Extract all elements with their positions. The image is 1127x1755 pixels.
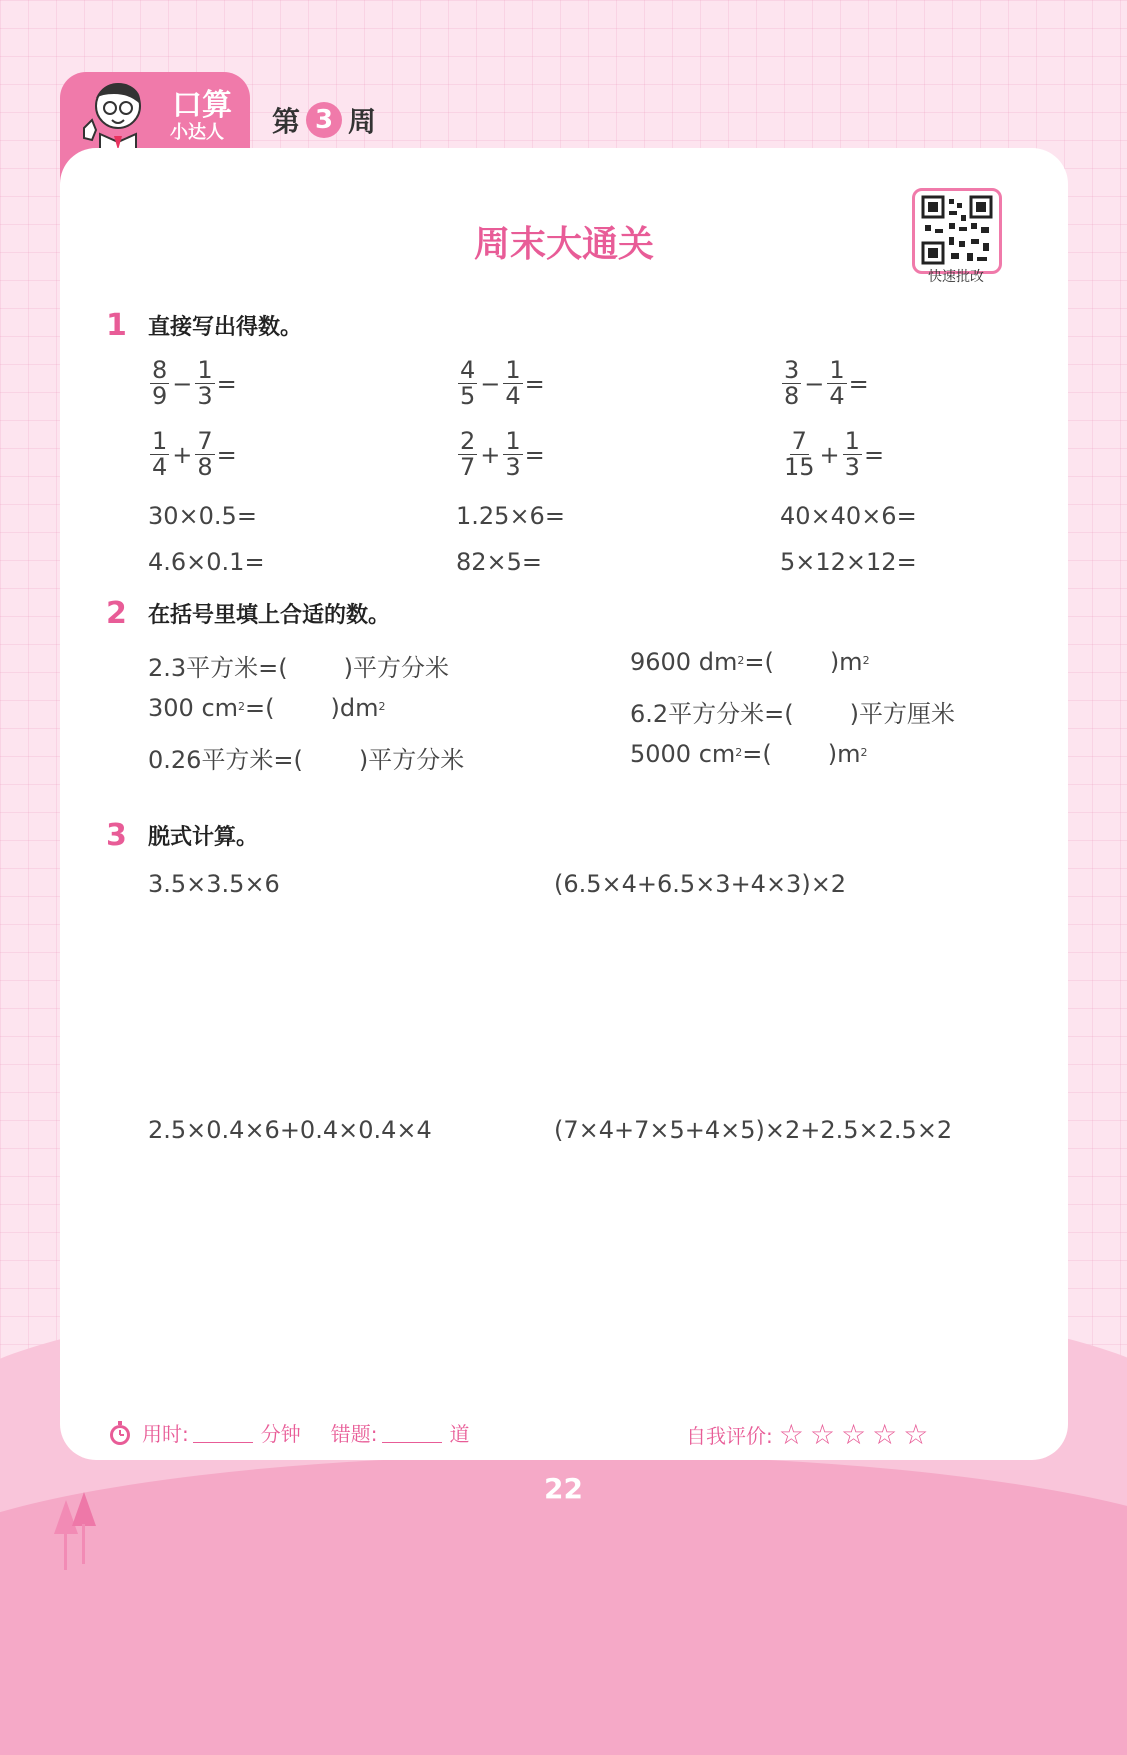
denominator: 7 <box>460 453 476 482</box>
numerator: 3 <box>784 356 800 384</box>
numerator: 1 <box>844 427 860 455</box>
numerator: 4 <box>460 356 476 384</box>
denominator: 3 <box>505 453 521 482</box>
denominator: 9 <box>152 382 168 411</box>
fraction <box>843 429 862 480</box>
denominator: 8 <box>784 382 800 411</box>
section-2-title: 在括号里填上合适的数。 <box>148 603 391 628</box>
denominator: 15 <box>784 453 815 482</box>
time-blank[interactable] <box>193 1422 253 1443</box>
time-unit: 分钟 <box>260 1422 301 1446</box>
item-text: 6.2平方分米=( <box>630 700 794 728</box>
item-text: =( <box>245 694 275 722</box>
denominator: 4 <box>152 453 168 482</box>
section-1-title: 直接写出得数。 <box>148 315 303 340</box>
fraction <box>782 358 801 409</box>
fill-blank-item <box>630 740 868 768</box>
fraction <box>150 358 169 409</box>
superscript: 2 <box>735 745 743 759</box>
page-number: 22 <box>544 1472 583 1505</box>
stopwatch-icon <box>106 1419 134 1447</box>
calculation-problem: (7×4+7×5+4×5)×2+2.5×2.5×2 <box>554 1116 953 1144</box>
tree-trunk <box>82 1524 85 1564</box>
fraction <box>150 429 169 480</box>
numerator: 1 <box>152 427 168 455</box>
fill-blank-item <box>148 694 385 722</box>
item-text: )m <box>829 648 863 676</box>
item-text: =( <box>742 740 772 768</box>
page-title: 周末大通关 <box>473 224 654 265</box>
superscript: 2 <box>862 653 870 667</box>
equals-sign: = <box>216 440 237 469</box>
fraction <box>458 429 477 480</box>
fraction <box>503 429 522 480</box>
numerator: 1 <box>505 356 521 384</box>
student-mascot-icon <box>70 76 148 156</box>
item-text: 5000 cm <box>630 740 736 768</box>
self-rating <box>686 1418 928 1451</box>
arithmetic-expression: 5×12×12= <box>780 548 917 576</box>
item-text: )平方分米 <box>343 654 450 682</box>
operator: + <box>172 440 193 469</box>
fraction <box>782 429 817 480</box>
badge-subtitle: 小达人 <box>170 122 224 143</box>
item-text: )平方厘米 <box>849 700 956 728</box>
star-icon[interactable]: ☆ <box>903 1418 929 1451</box>
superscript: 2 <box>238 699 246 713</box>
numerator: 1 <box>197 356 213 384</box>
fill-blank-item <box>630 694 955 729</box>
qr-caption: 快速批改 <box>928 269 984 285</box>
item-text: )平方分米 <box>358 746 465 774</box>
star-icon[interactable]: ☆ <box>872 1418 898 1451</box>
fraction <box>503 358 522 409</box>
time-label: 用时: <box>142 1422 189 1446</box>
star-icon[interactable]: ☆ <box>778 1418 804 1451</box>
week-suffix: 周 <box>348 105 377 138</box>
fill-blank-item <box>148 740 464 775</box>
fraction <box>195 358 214 409</box>
denominator: 3 <box>197 382 213 411</box>
timing-footer <box>106 1418 470 1447</box>
fraction-expression <box>780 429 884 480</box>
week-prefix: 第 <box>272 105 301 138</box>
equals-sign: = <box>216 369 237 398</box>
section-1-number: 1 <box>106 308 127 343</box>
item-text: 300 cm <box>148 694 239 722</box>
numerator: 2 <box>460 427 476 455</box>
arithmetic-expression: 30×0.5= <box>148 502 257 530</box>
arithmetic-expression: 82×5= <box>456 548 543 576</box>
worksheet-card <box>60 148 1068 1460</box>
equals-sign: = <box>848 369 869 398</box>
fraction <box>195 429 214 480</box>
numerator: 7 <box>791 427 807 455</box>
week-label <box>272 100 376 140</box>
superscript: 2 <box>378 699 386 713</box>
fill-blank-item <box>630 648 870 676</box>
item-text: 2.3平方米=( <box>148 654 288 682</box>
fraction-expression <box>456 429 545 480</box>
errors-label: 错题: <box>330 1422 378 1446</box>
denominator: 8 <box>197 453 213 482</box>
fraction-expression <box>148 358 237 409</box>
numerator: 7 <box>197 427 213 455</box>
calculation-problem: (6.5×4+6.5×3+4×3)×2 <box>554 870 847 898</box>
denominator: 4 <box>829 382 845 411</box>
numerator: 8 <box>152 356 168 384</box>
errors-unit: 道 <box>449 1422 470 1446</box>
arithmetic-expression: 40×40×6= <box>780 502 917 530</box>
fill-blank-item <box>148 648 449 683</box>
operator: − <box>172 369 193 398</box>
qr-code[interactable] <box>912 188 1002 274</box>
arithmetic-expression: 4.6×0.1= <box>148 548 265 576</box>
week-number: 3 <box>306 102 342 138</box>
item-text: 9600 dm <box>630 648 738 676</box>
operator: + <box>819 440 840 469</box>
operator: − <box>804 369 825 398</box>
equals-sign: = <box>524 369 545 398</box>
item-text: 0.26平方米=( <box>148 746 303 774</box>
arithmetic-expression: 1.25×6= <box>456 502 565 530</box>
calculation-problem: 2.5×0.4×6+0.4×0.4×4 <box>148 1116 432 1144</box>
operator: + <box>480 440 501 469</box>
fraction-expression <box>780 358 869 409</box>
qr-code-icon <box>915 191 999 271</box>
rating-label: 自我评价: <box>686 1424 773 1448</box>
superscript: 2 <box>860 745 868 759</box>
denominator: 5 <box>460 382 476 411</box>
section-3-title: 脱式计算。 <box>148 825 259 850</box>
badge-title: 口算 <box>172 88 232 123</box>
section-3-number: 3 <box>106 818 127 853</box>
star-icon[interactable]: ☆ <box>840 1418 867 1451</box>
star-icon[interactable]: ☆ <box>809 1418 835 1451</box>
errors-blank[interactable] <box>382 1422 442 1443</box>
fraction-expression <box>456 358 545 409</box>
section-2-number: 2 <box>106 596 127 631</box>
equals-sign: = <box>524 440 545 469</box>
superscript: 2 <box>737 653 745 667</box>
fraction <box>827 358 846 409</box>
item-text: )m <box>827 740 861 768</box>
fraction-expression <box>148 429 237 480</box>
fraction <box>458 358 477 409</box>
equals-sign: = <box>863 440 885 469</box>
numerator: 1 <box>829 356 845 384</box>
item-text: )dm <box>330 694 379 722</box>
denominator: 4 <box>505 382 521 411</box>
denominator: 3 <box>844 453 860 482</box>
item-text: =( <box>744 648 774 676</box>
operator: − <box>480 369 501 398</box>
tree-trunk <box>64 1530 67 1570</box>
numerator: 1 <box>505 427 521 455</box>
calculation-problem: 3.5×3.5×6 <box>148 870 280 898</box>
